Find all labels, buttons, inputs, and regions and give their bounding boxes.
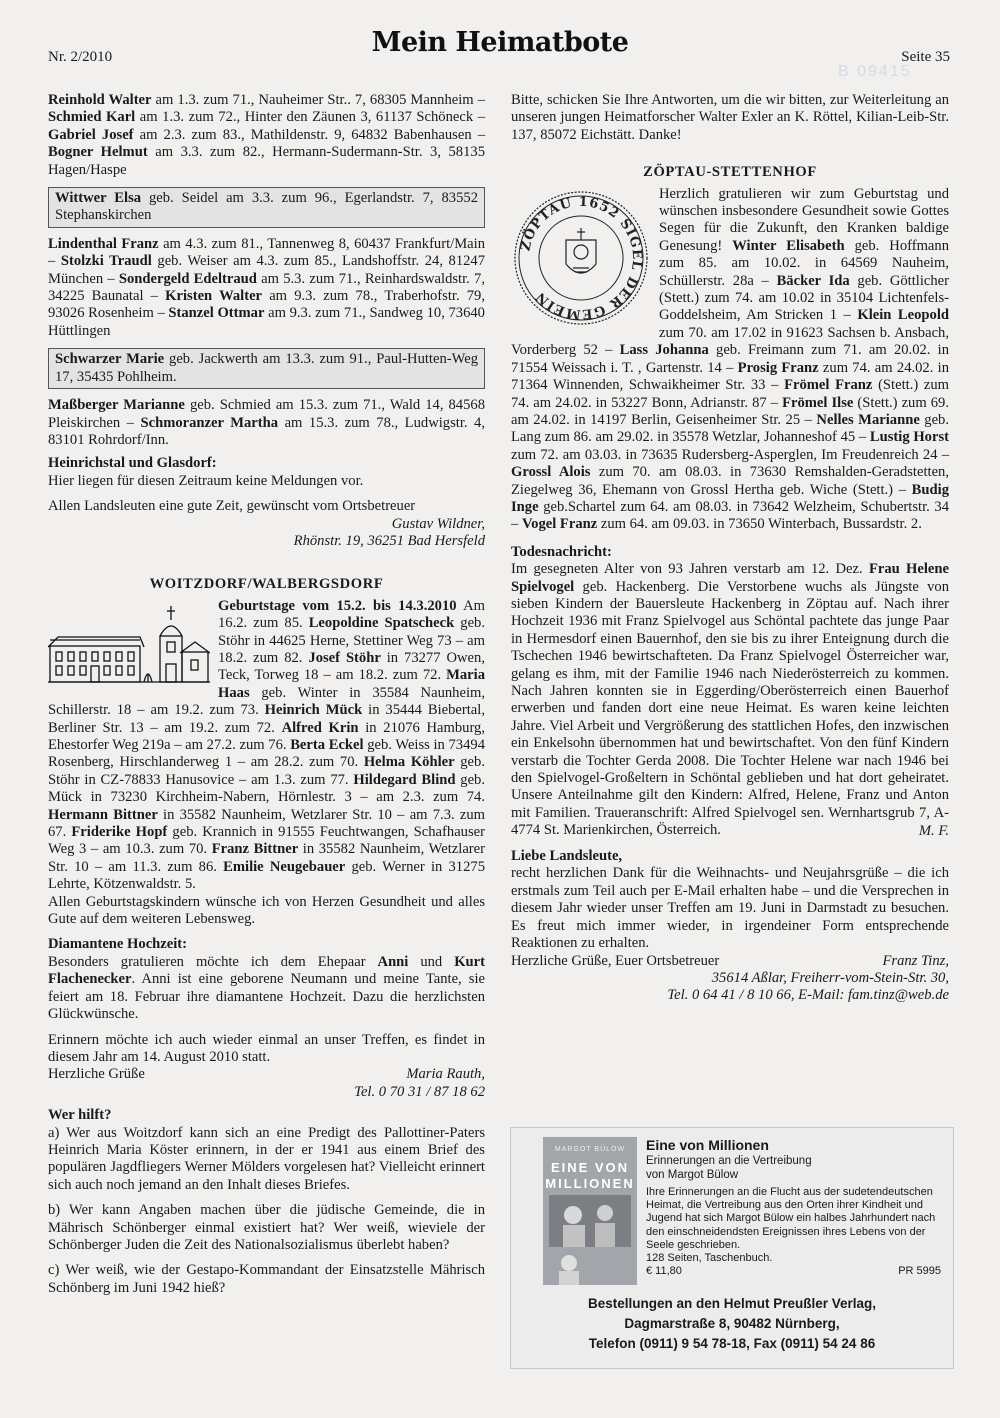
bold-name: Heinrich Mück [264,702,363,719]
bold-name: Schmoranzer Martha [140,414,279,431]
heinrichstal-text: Hier liegen für diesen Zeitraum keine Meldungen vor. [48,472,364,489]
signature-name: Gustav Wildner, [391,515,485,532]
ad-order-info [511,1294,953,1354]
section-heading-heinrichstal: Heinrichstal und Glasdorf: [48,455,217,472]
bold-name: Hildegard Blind [353,771,456,788]
signature-address: Rhönstr. 19, 36251 Bad Hersfeld [293,532,485,549]
birthday-list-zoeptau: Herzlich gratulieren wir zum Geburtstag und wünschen insbesondere Gesundheit sowie Gottes Segen für die Zukunft, den Kranken baldige Genesung! Winter Elisabeth geb. Hoffmann zum 85. am 10.02. in 64569 Nauheim, Schüllerstr. 28a – Bäcker Ida geb. Göttlicher (Stett.) zum 74. am 10.02 in 35104 Lichtenfels-Goddelsheim, Am Stricken 1 – Klein Leopold zum 70. am 17.02 in 91623 Sachsen b. Ansbach, Vorderberg 52 – Lass Johanna geb. Freimann zum 71. am 20.02. in 71554 Weissach i. T. , Gartenstr. 14 – Prosig Franz zum 74. am 24.02. in 71364 Winnenden, Schwaikheimer Str. 33 – Frömel Franz (Stett.) zum 74. am 24.02. in 53227 Bonn, Adrianstr. 87 – Frömel Ilse (Stett.) zum 69. am 24.02. in 14197 Berlin, Geisenheimer Str. 25 – Nelles Marianne geb. Lang zum 86. am 29.02. in 35578 Wetzlar, Johanneshof 45 – Lustig Horst zum 72. am 03.03. in 73635 Rudersberg-Asperglen, Im Freudenreich 24 – Grossl Alois zum 70. am 08.03. in 73630 Remshalden-Geradstetten, Ziegelweg 36, Ehemann von Grossl Hertha geb. Wiche (Stett.) – Budig Inge geb.Schartel zum 64. am 08.03. in 73642 Welzheim, Schubertstr. 34 – Vogel Franz zum 64. am 09.03. in 73650 Winterbach, Bussardstr. 2. [511,185,950,533]
highlight-text-schwarzer: Schwarzer Marie geb. Jackwerth am 13.3. zum 91., Paul-Hutten-Weg 17, 35435 Pohlheim. [55,351,478,385]
bold-name: Prosig Franz [737,359,819,376]
bold-name: Gabriel Josef [48,126,134,143]
birthday-list-1: Reinhold Walter am 1.3. zum 71., Nauheimer Str.. 7, 68305 Mannheim – Schmied Karl am 1.3. zum 72., Hinter den Zäunen 3, 61137 Schöneck – Gabriel Josef am 2.3. zum 83., Mathildenstr. 9, 64832 Babenhausen – Bogner Helmut am 3.3. zum 82., Hermann-Sudermann-Str. 3, 58135 Hagen/Haspe [48,92,485,178]
bold-name: Lindenthal Franz [48,235,159,252]
thanks-text: recht herzlichen Dank für die Weihnachts- und Neujahrsgrüße – die ich erstmals zum Teil auch per E-Mail erhalten habe – und die Versprechen in diesem Jahr wieder unser Treffen am 19. Juni in Darmstadt zu besuchen. Es freut mich immer wieder, in irgendeiner Form entsprechende Reaktionen zu erhalten. [511,865,949,952]
book-cover-title-line1: EINE VON [550,1160,630,1175]
ad-code: PR 5995 [898,1265,941,1278]
bold-name: Friderike Hopf [71,824,168,841]
ad-description [646,1137,941,1278]
bold-name: Bäcker Ida [776,272,850,289]
bold-name: Wittwer Elsa [55,190,142,207]
bold-name: Franz Bittner [211,841,299,858]
ad-price: € 11,80 [646,1265,682,1278]
left-column [48,92,485,1297]
ad-subtitle-2: von Margot Bülow [646,1169,739,1181]
section-title-zoeptau: ZÖPTAU-STETTENHOF [643,164,817,181]
bold-name: Kurt Flachenecker [48,953,485,988]
section-heading-todes: Todesnachricht: [511,543,612,560]
bold-name: Lustig Horst [869,429,949,446]
section-heading-diamant: Diamantene Hochzeit: [48,936,188,953]
request-text: Bitte, schicken Sie Ihre Antworten, um die wir bitten, zur Weiterleitung an unseren jungen Heimatforscher Walter Exler an K. Röttel, Kilian-Leib-Str. 137, 85072 Eichstätt. Danke! [511,92,949,143]
bold-name: Schwarzer Marie [55,351,165,368]
bold-name: Frömel Franz [784,377,873,394]
bold-name: Klein Leopold [857,307,950,324]
book-advertisement [510,1127,954,1369]
obituary-text: Im gesegneten Alter von 93 Jahren verstarb am 12. Dez. Frau Helene Spielvogel geb. Hackenberg. Die Verstorbene wuchs als Jüngste von sieben Kindern der Bauersleute Hackenberg in Zöptau auf. Nach ihrer Hochzeit 1936 mit Franz Spielvogel aus Schöntal pachtete das junge Paar in Hermesdorf einen Bauernhof, den sie bis zu ihrer Enteignung durch die Tschechen 1946 bewirtschafteten. Da Franz Spielvogel Österreicher war, gelang es ihm, mit der Familie 1946 nach Niederösterreich zu kommen. Nach Jahren konnten sie in Eggerding/Oberösterreich einen Bauerhof erwerben und fanden dort eine neue Heimat. Es waren keine leichten Jahre. Viel Arbeit und Vergrößerung des stattlichen Hofes, den inzwischen ein Enkelsohn übernommen hat und bewirtschaftet. Von den fünf Kindern verstarb die Tochter Gerda 2008. Die Tochter Helene war nach 1946 bei den Spielvogel-Großeltern in Schöntal geblieben und hat dort geheiratet. Unsere Anteilnahme gilt den Kindern: Alfred, Helene, Franz und Anton mit Familien. Traueranschrift: Alfred Spielvogel sen. Wernhartsgrub 7, A-4774 St. Marienkirchen, Österreich. [511,561,949,839]
church-illustration [48,604,210,684]
book-cover-photo [543,1137,637,1285]
book-cover-title-line2: MILLIONEN [545,1176,635,1191]
highlight-box-schwarzer [48,348,485,389]
bold-name: Anni [377,953,409,970]
birthday-list-woitzdorf: Geburtstage vom 15.2. bis 14.3.2010 Am 16.2. zum 85. Leopoldine Spatscheck geb. Stöhr in 44625 Herne, Stettiner Weg 73 – am 18.2. zum 82. Josef Stöhr in 73277 Owen, Teck, Torweg 18 – am 18.2. zum 72. Maria Haas geb. Winter in 35584 Naunheim, Schillerstr. 18 – am 19.2. zum 73. Heinrich Mück in 35444 Biebertal, Berliner Str. 13 – am 19.2. zum 72. Alfred Krin in 21076 Hamburg, Ehestorfer Weg 219a – am 27.2. zum 76. Berta Eckel geb. Weiss in 73494 Rosenberg, Hirschlanderweg 1 – am 28.2. zum 70. Helma Köhler geb. Stöhr in CZ-78833 Hanusovice – am 1.3. zum 77. Hildegard Blind geb. Mück in 73230 Kirchheim-Nabern, Hörnlestr. 3 – am 2.3. zum 74. Hermann Bittner in 35582 Naunheim, Wetzlarer Str. 10 – am 7.3. zum 67. Friderike Hopf geb. Krannich in 91555 Feuchtwangen, Schafhauser Weg 3 – am 10.3. zum 70. Franz Bittner in 35582 Naunheim, Wetzlarer Str. 10 – am 11.3. zum 86. Emilie Neugebauer geb. Werner in 31275 Lehrte, Kötzenwaldstr. 5. [48,597,485,893]
bold-name: Vogel Franz [521,516,598,533]
bold-name: Stolzki Traudl [60,253,152,270]
municipal-seal-image [511,188,651,328]
bold-name: Hermann Bittner [48,806,158,823]
ad-price-row [646,1265,941,1278]
ad-blurb: Ihre Erinnerungen an die Flucht aus der sudetendeutschen Heimat, die Vertreibung aus den Orten ihrer Kindheit und Jugend hat sich Margot Bülow ein halbes Jahrhundert nach den einschneidendsten Ereignissen ihres Lebens von der Seele geschrieben. [646,1186,936,1251]
bold-name: Helma Köhler [363,754,455,771]
svg-text:ZÖPTAU 1652 SIGEL DER GEMEIN [518,194,644,321]
bold-name: Sondergeld Edeltraud [118,270,257,287]
book-cover-image [543,1137,637,1285]
seal-inscription: ZÖPTAU 1652 SIGEL DER GEMEIN [518,194,645,322]
wish-text: Allen Landsleuten eine gute Zeit, gewünscht vom Ortsbetreuer [48,498,416,515]
signature-name-rauth: Maria Rauth, [406,1066,485,1083]
ad-order-line1: Bestellungen an den Helmut Preußler Verlag, [587,1296,877,1311]
bold-name: Grossl Alois [511,464,591,481]
bold-name: Maßberger Marianne [48,397,185,414]
diamant-text: Besonders gratulieren möchte ich dem Ehepaar Anni und Kurt Flachenecker. Anni ist eine geborene Neumann und meine Tante, sie feiert am 18. Februar ihre diamantene Hochzeit. Dazu die herzlichsten Glückwünsche. [48,953,485,1023]
bold-name: Alfred Krin [281,719,359,736]
bold-name: Josef Stöhr [308,649,381,666]
masthead-logo: Mein Heimatbote [371,27,629,58]
bold-name: Frau Helene Spielvogel [511,561,949,595]
bold-name: Reinhold Walter [48,92,152,108]
question-c: c) Wer weiß, wie der Gestapo-Kommandant der Einsatzstelle Mährisch Schönberg im Juni 1942 hieß? [48,1262,485,1296]
section-heading-liebe: Liebe Landsleute, [511,848,623,865]
ad-order-line2: Dagmarstraße 8, 90482 Nürnberg, [624,1316,840,1331]
book-cover-author: MARGOT BÜLOW [554,1146,626,1153]
obituary-signature: M. F. [918,822,949,839]
section-heading-werhilft: Wer hilft? [48,1107,112,1124]
signature-tel-tinz: Tel. 0 64 41 / 8 10 66, E-Mail: fam.tinz@web.de [667,987,949,1004]
right-column [511,92,949,1005]
bold-name: Maria Haas [218,667,485,701]
ad-subtitle-1: Erinnerungen an die Vertreibung [646,1155,812,1167]
treffen-text: Erinnern möchte ich auch wieder einmal an unser Treffen, es findet in diesem Jahr am 14. August 2010 statt. [48,1031,485,1065]
bold-name: Stanzel Ottmar [168,305,265,322]
bold-name: Lass Johanna [619,342,709,359]
signature-greeting: Herzliche Grüße [48,1066,145,1083]
birthday-wishes: Allen Geburtstagskindern wünsche ich von Herzen Gesundheit und alles Gute auf dem weiteren Lebensweg. [48,893,485,928]
birthday-list-3: Maßberger Marianne geb. Schmied am 15.3. zum 71., Wald 14, 84568 Pleiskirchen – Schmoranzer Martha am 15.3. zum 78., Ludwigstr. 4, 83101 Rohrdorf/Inn. [48,397,485,448]
signature-name-tinz: Franz Tinz, [882,952,949,969]
question-a: a) Wer aus Woitzdorf kann sich an eine Predigt des Pallottiner-Paters Heinrich Maria Köster erinnern, in der er 1941 aus einem Brief des populären Jagdfliegers Werner Mölders vorgelesen hat? Vielleicht erinnert sich auch noch jemand an den Inhalt dieses Briefes. [48,1124,485,1193]
highlight-box-wittwer [48,187,485,228]
bold-name: Nelles Marianne [816,411,920,428]
ad-order-line3: Telefon (0911) 9 54 78-18, Fax (0911) 54 24 86 [588,1336,876,1351]
ad-pages: 128 Seiten, Taschenbuch. [646,1252,773,1265]
page-number: Seite 35 [901,49,950,65]
signature-greeting-tinz: Herzliche Grüße, Euer Ortsbetreuer [511,952,720,969]
issue-number: Nr. 2/2010 [48,49,113,65]
bold-name: Emilie Neugebauer [223,858,346,875]
show-through-stamp: B 09415 [838,63,912,80]
bold-name: Winter Elisabeth [732,237,845,254]
birthday-list-2: Lindenthal Franz am 4.3. zum 81., Tannenweg 8, 60437 Frankfurt/Main – Stolzki Traudl geb. Weiser am 4.3. zum 85., Landshoffstr. 24, 81247 München – Sondergeld Edeltraud am 5.3. zum 71., Reinhardswaldstr. 7, 34225 Baunatal – Kristen Walter am 9.3. zum 78., Traberhofstr. 79, 93026 Rosenheim – Stanzel Ottmar am 9.3. zum 71., Sandweg 10, 73640 Hüttlingen [48,235,486,339]
question-b: b) Wer kann Angaben machen über die jüdische Gemeinde, die in Mährisch Schönberger einmal existiert hat? Wer weiß, wieviele der Schönberger Juden die Zeit des Nationalsozialismus überlebt haben? [48,1202,485,1253]
bold-name: Berta Eckel [290,737,364,753]
signature-tel-rauth: Tel. 0 70 31 / 87 18 62 [354,1083,485,1100]
bold-name: Geburtstage vom 15.2. bis 14.3.2010 [218,597,457,614]
bold-name: Budig Inge [511,481,949,515]
signature-address-tinz: 35614 Aßlar, Freiherr-vom-Stein-Str. 30, [711,969,949,986]
bold-name: Frömel Ilse [782,394,854,411]
bold-name: Kristen Walter [165,288,263,305]
bold-name: Leopoldine Spatscheck [308,615,455,632]
signature-tinz [511,953,949,970]
signature-rauth [48,1066,485,1083]
bold-name: Bogner Helmut [48,144,148,161]
section-title-woitzdorf: WOITZDORF/WALBERGSDORF [149,576,384,593]
bold-name: Schmied Karl [48,109,136,126]
ad-title: Eine von Millionen [646,1137,769,1153]
highlight-text-wittwer: Wittwer Elsa geb. Seidel am 3.3. zum 96., Egerlandstr. 7, 83552 Stephanskirchen [55,190,478,224]
